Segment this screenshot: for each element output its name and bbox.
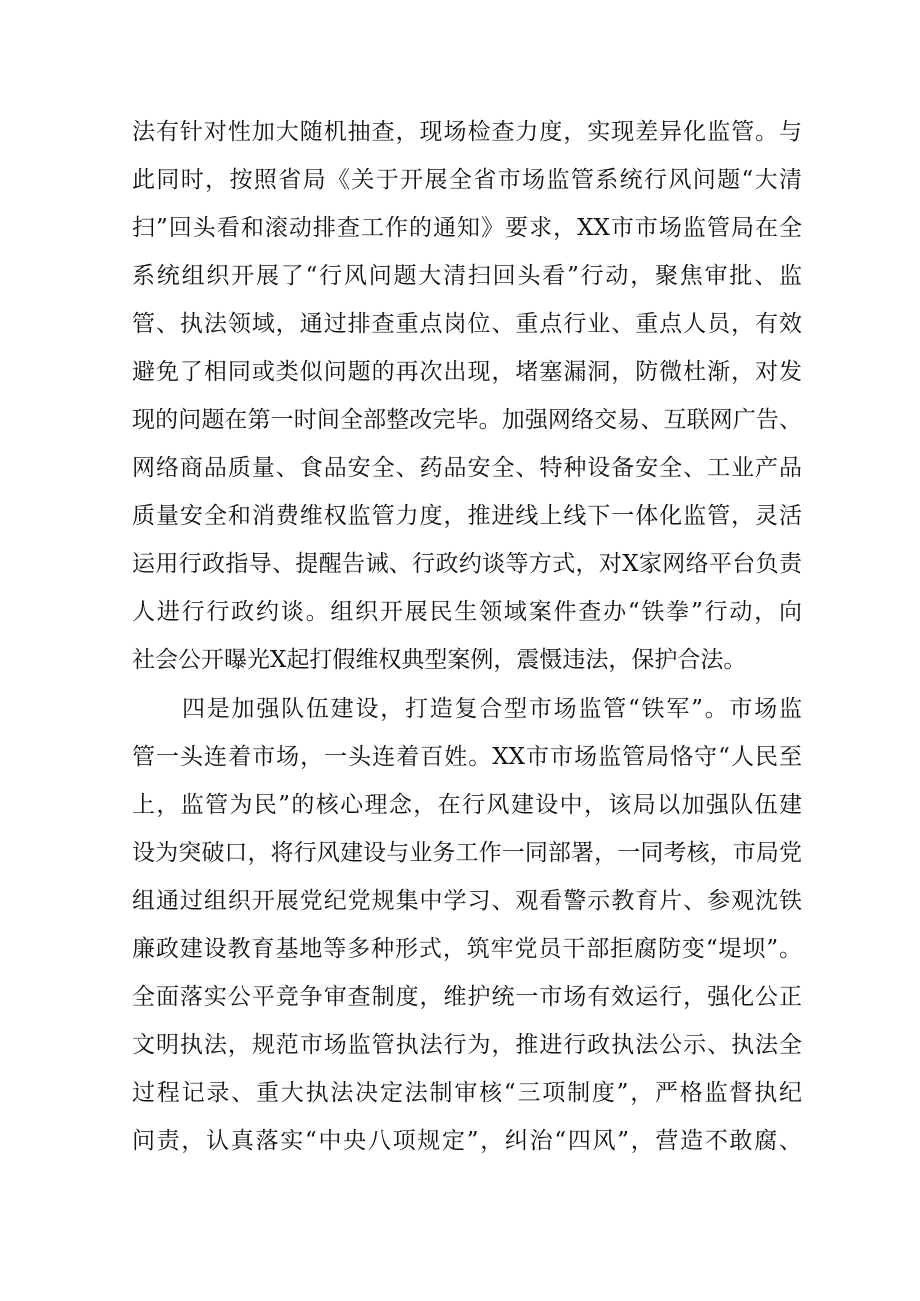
paragraph-line: 设为突破口，将行风建设与业务工作一同部署，一同考核，市局党 [132,840,802,866]
paragraph-line: 全面落实公平竞争审查制度，维护统一市场有效运行，强化公正 [132,984,802,1010]
paragraph-line: 网络商品质量、食品安全、药品安全、特种设备安全、工业产品 [132,455,802,481]
paragraph-line: 质量安全和消费维权监管力度，推进线上线下一体化监管，灵活 [132,503,802,529]
paragraph-line: 上，监管为民”的核心理念，在行风建设中，该局以加强队伍建 [132,792,802,818]
paragraph-line: 扫”回头看和滚动排查工作的通知》要求，XX市市场监管局在全 [132,215,802,241]
paragraph-line: 管、执法领域，通过排查重点岗位、重点行业、重点人员，有效 [132,311,802,337]
paragraph-line: 组通过组织开展党纪党规集中学习、观看警示教育片、参观沈铁 [132,888,802,914]
paragraph-line: 社会公开曝光X起打假维权典型案例，震慑违法，保护合法。 [132,647,747,673]
paragraph-line: 廉政建设教育基地等多种形式，筑牢党员干部拒腐防变“堤坝”。 [132,936,802,962]
paragraph-line: 管一头连着市场，一头连着百姓。XX市市场监管局恪守“人民至 [132,744,802,770]
paragraph-1 [132,108,802,684]
paragraph-line: 此同时，按照省局《关于开展全省市场监管系统行风问题“大清 [132,167,802,193]
paragraph-line: 文明执法，规范市场监管执法行为，推进行政执法公示、执法全 [132,1032,802,1058]
paragraph-line: 现的问题在第一时间全部整改完毕。加强网络交易、互联网广告、 [132,407,802,433]
paragraph-line: 法有针对性加大随机抽查，现场检查力度，实现差异化监管。与 [132,119,802,145]
paragraph-line: 避免了相同或类似问题的再次出现，堵塞漏洞，防微杜渐，对发 [132,359,802,385]
paragraph-line: 过程记录、重大执法决定法制审核“三项制度”，严格监督执纪 [132,1080,802,1106]
paragraph-2 [132,685,802,1165]
paragraph-line: 人进行行政约谈。组织开展民生领域案件查办“铁拳”行动，向 [132,599,802,625]
paragraph-line: 四是加强队伍建设，打造复合型市场监管“铁军”。市场监 [182,696,802,722]
paragraph-line: 系统组织开展了“行风问题大清扫回头看”行动，聚焦审批、监 [132,263,802,289]
paragraph-line: 问责，认真落实“中央八项规定”，纠治“四风”，营造不敢腐、 [132,1128,802,1154]
paragraph-line: 运用行政指导、提醒告诫、行政约谈等方式，对X家网络平台负责 [132,551,802,577]
